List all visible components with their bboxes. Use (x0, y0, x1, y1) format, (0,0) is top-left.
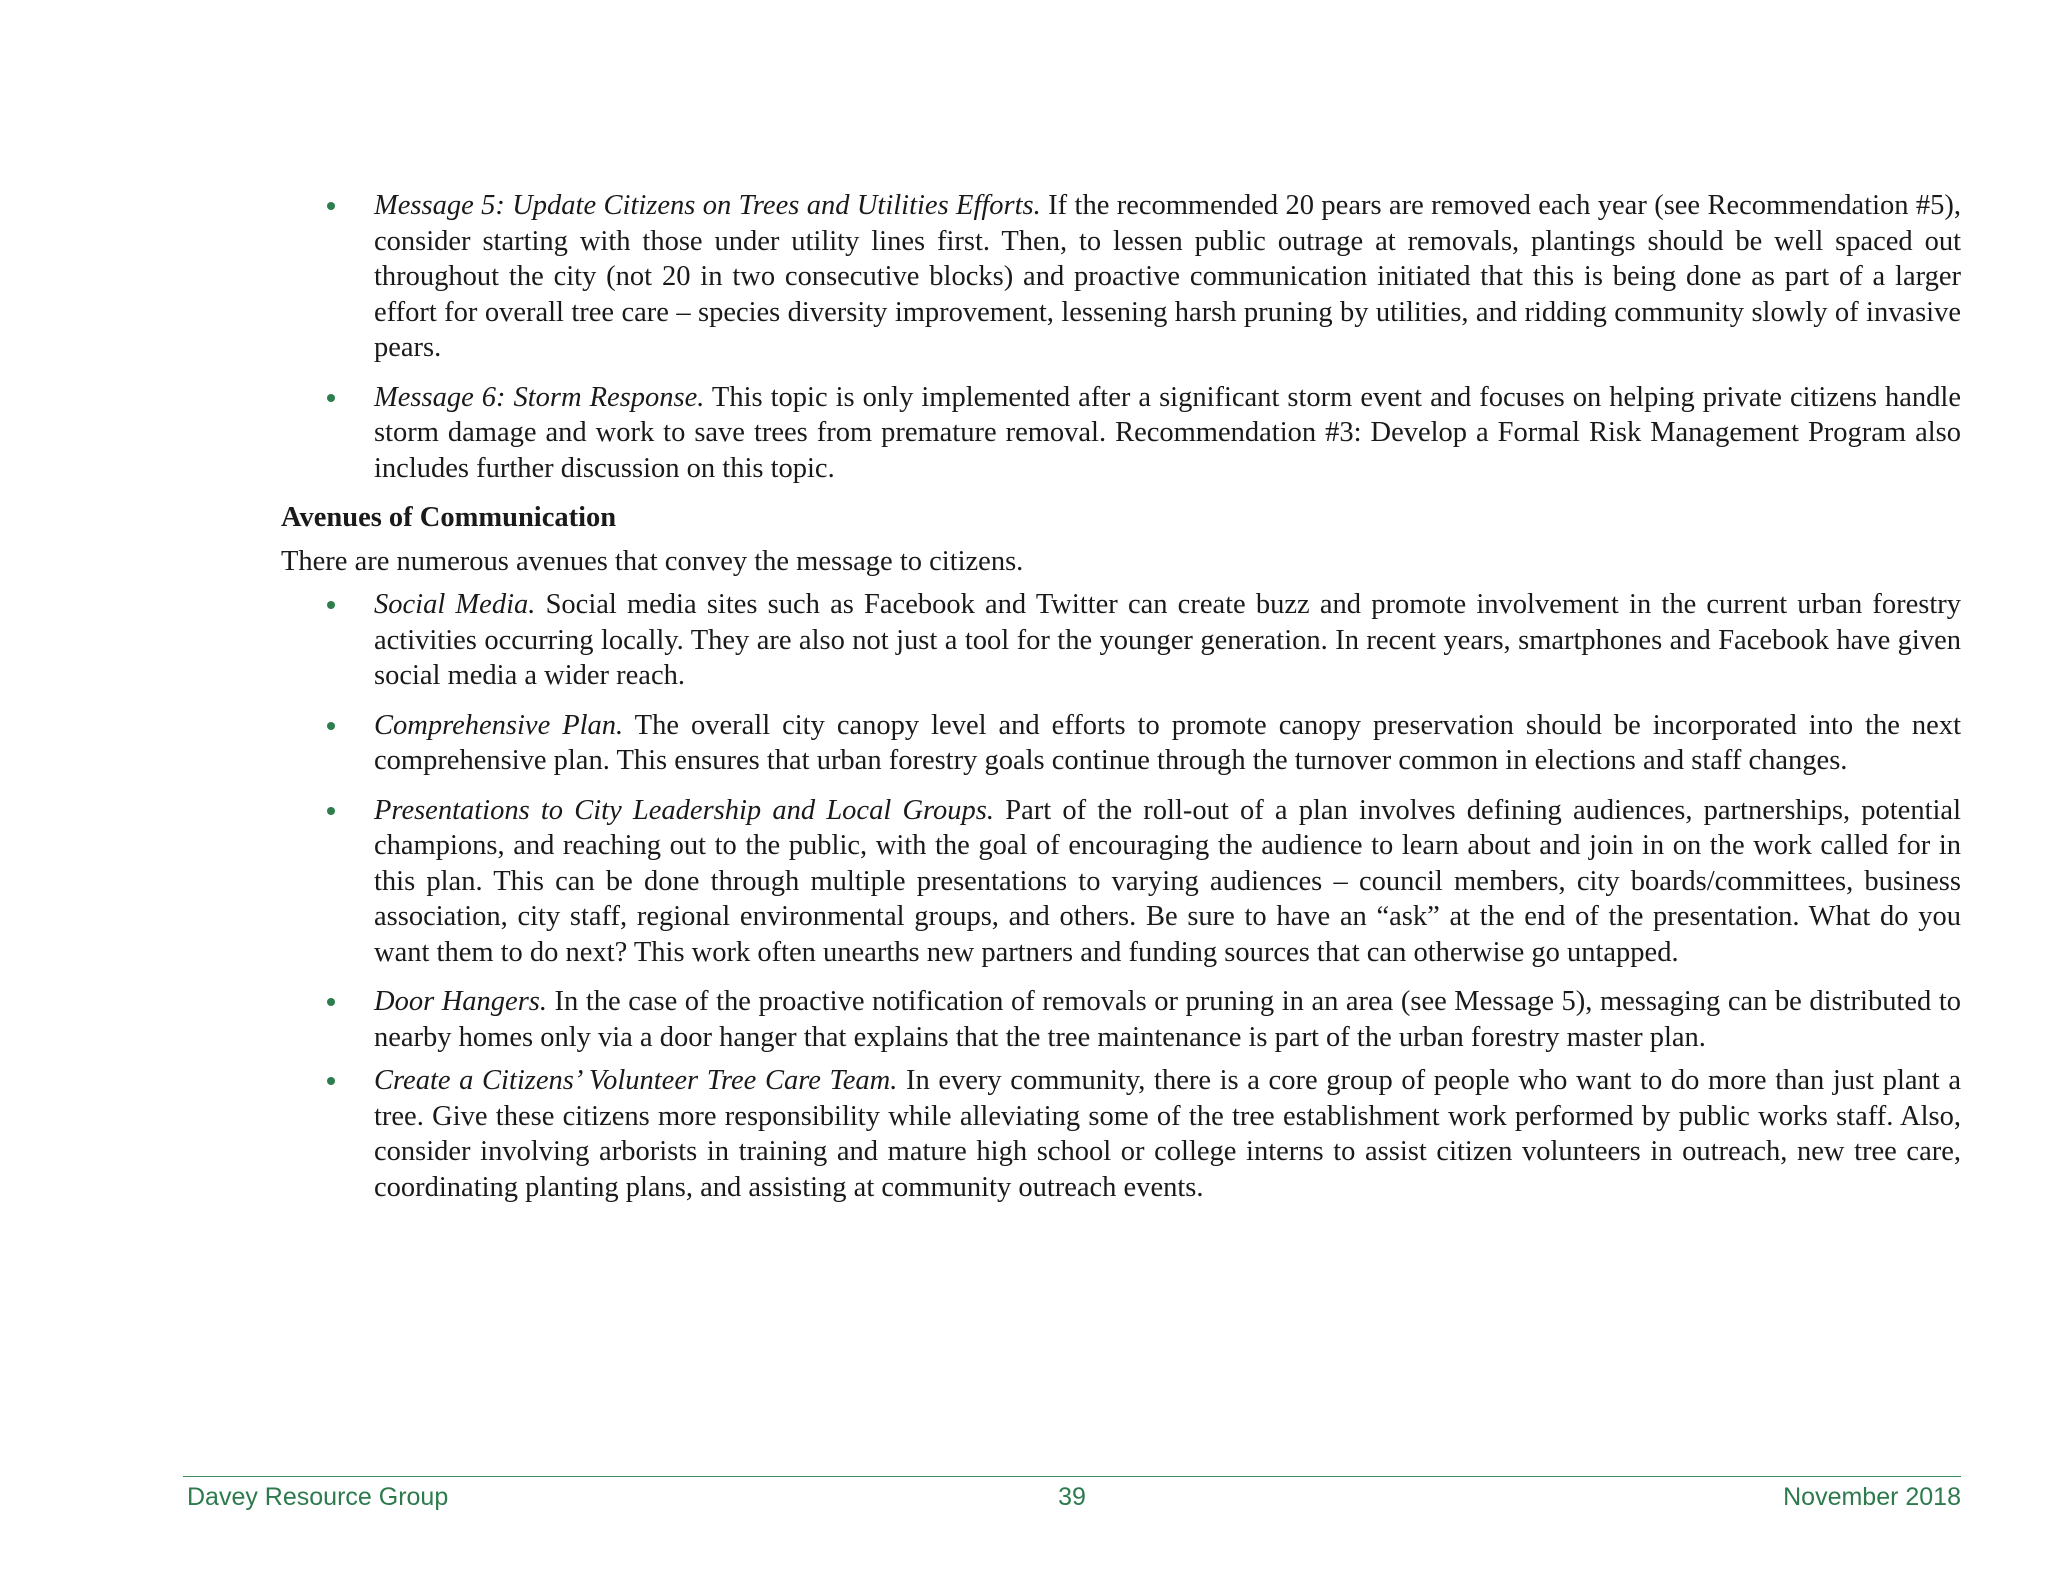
bullet-icon (327, 722, 335, 730)
item-lead: Social Media. (374, 589, 536, 620)
avenues-list (281, 587, 1961, 1205)
bullet-icon (327, 601, 335, 609)
message-list (281, 188, 1961, 486)
section-intro: There are numerous avenues that convey the message to citizens. (281, 545, 1024, 577)
item-lead: Message 6: Storm Response. (374, 381, 705, 413)
item-body: In the case of the proactive notification of removals or pruning in an area (see Message 5), messaging can be distributed to nearby homes only via a door hanger that explains that the tree maintenance is part of the urban forestry master plan. (374, 986, 1961, 1053)
item-body: Part of the roll-out of a plan involves defining audiences, partnerships, potential champions, and reaching out to the public, with the goal of encouraging the audience to learn about and join in on the work called for in this plan. This can be done through multiple presentations to varying audiences – council members, city boards/committees, business association, city staff, regional environmental groups, and others. Be sure to have an “ask” at the end of the presentation. What do you want them to do next? This work often unearths new partners and funding sources that can otherwise go untapped. (374, 794, 1961, 968)
footer-organization: Davey Resource Group (187, 1483, 449, 1511)
page-content (281, 188, 1961, 1219)
item-lead: Create a Citizens’ Volunteer Tree Care Team. (374, 1065, 898, 1096)
item-body: This topic is only implemented after a significant storm event and focuses on helping private citizens handle storm damage and work to save trees from premature removal. Recommendation #3: Develop a Formal Risk Management Program also includes further discussion on this topic. (374, 381, 1961, 484)
item-lead: Message 5: Update Citizens on Trees and Utilities Efforts. (374, 190, 1041, 221)
item-body: In every community, there is a core group of people who want to do more than just plant a tree. Give these citizens more responsibility while alleviating some of the tree establishment work performed by public works staff. Also, consider involving arborists in training and mature high school or college interns to assist citizen volunteers in outreach, new tree care, coordinating planting plans, and assisting at community outreach events. (374, 1065, 1962, 1203)
bullet-icon (327, 1077, 335, 1085)
page-number: 39 (1058, 1483, 1086, 1511)
item-body: Social media sites such as Facebook and Twitter can create buzz and promote involvement in the current urban forestry activities occurring locally. They are also not just a tool for the younger generation. In recent years, smartphones and Facebook have given social media a wider reach. (374, 589, 1962, 691)
bullet-icon (327, 807, 335, 815)
section-heading: Avenues of Communication (281, 502, 617, 533)
list-item-message-6 (281, 380, 1961, 487)
item-lead: Door Hangers. (374, 986, 548, 1017)
list-item-volunteer-team (281, 1063, 1961, 1205)
item-lead: Presentations to City Leadership and Local Groups. (374, 794, 995, 826)
list-item-social-media (281, 587, 1961, 694)
bullet-icon (327, 202, 335, 210)
list-item-door-hangers (281, 984, 1961, 1055)
item-body: If the recommended 20 pears are removed each year (see Recommendation #5), consider starting with those under utility lines first. Then, to lessen public outrage at removals, plantings should be well spaced out throughout the city (not 20 in two consecutive blocks) and proactive communication initiated that this is being done as part of a larger effort for overall tree care – species diversity improvement, lessening harsh pruning by utilities, and ridding community slowly of invasive pears. (374, 190, 1961, 363)
list-item-message-5 (281, 188, 1961, 366)
list-item-comprehensive-plan (281, 708, 1961, 779)
bullet-icon (327, 998, 335, 1006)
footer-date: November 2018 (1783, 1483, 1961, 1511)
item-lead: Comprehensive Plan. (374, 709, 624, 741)
page-footer (183, 1476, 1961, 1517)
bullet-icon (327, 394, 335, 402)
list-item-presentations (281, 793, 1961, 971)
item-body: The overall city canopy level and efforts to promote canopy preservation should be incorporated into the next comprehensive plan. This ensures that urban forestry goals continue through the turnover common in elections and staff changes. (374, 709, 1961, 776)
